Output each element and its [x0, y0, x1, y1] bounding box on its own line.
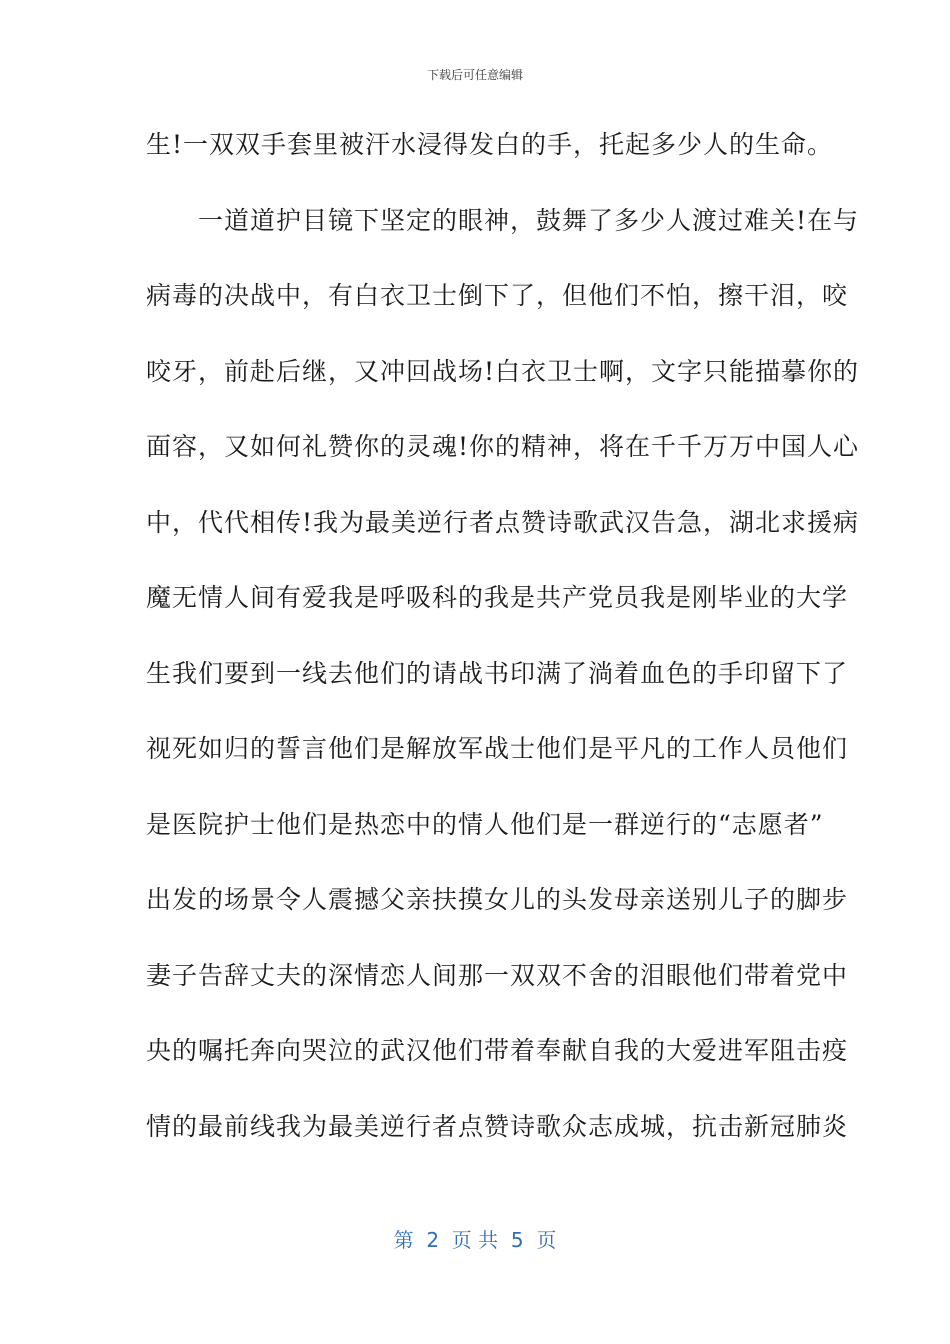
body-line-11: 出发的场景令人震撼父亲扶摸女儿的头发母亲送别儿子的脚步 [146, 885, 849, 914]
body-line-3: 病毒的决战中，有白衣卫士倒下了，但他们不怕，擦干泪，咬 [146, 281, 849, 310]
body-line-8: 生我们要到一线去他们的请战书印满了淌着血色的手印留下了 [146, 658, 849, 688]
body-line-2: 一道道护目镜下坚定的眼神，鼓舞了多少人渡过难关!在与 [146, 205, 860, 235]
body-line-4: 咬牙，前赴后继，又冲回战场!白衣卫士啊，文字只能描摹你的 [146, 356, 860, 386]
body-line-5: 面容，又如何礼赞你的灵魂!你的精神，将在千千万万中国人心 [146, 432, 860, 461]
document-body [146, 118, 860, 1175]
body-line-1: 生!一双双手套里被汗水浸得发白的手，托起多少人的生命。 [146, 130, 834, 159]
body-line-9: 视死如归的誓言他们是解放军战士他们是平凡的工作人员他们 [146, 734, 849, 763]
body-line-7: 魔无情人间有爱我是呼吸科的我是共产党员我是刚毕业的大学 [146, 583, 849, 612]
body-line-14: 情的最前线我为最美逆行者点赞诗歌众志成城，抗击新冠肺炎 [146, 1111, 849, 1141]
body-line-13: 央的嘱托奔向哭泣的武汉他们带着奉献自我的大爱进军阻击疫 [146, 1036, 849, 1065]
page-number-footer: 第 2 页 共 5 页 [393, 1228, 557, 1252]
body-line-6: 中，代代相传!我为最美逆行者点赞诗歌武汉告急，湖北求援病 [146, 507, 860, 537]
body-line-10: 是医院护士他们是热恋中的情人他们是一群逆行的“志愿者” [146, 809, 824, 839]
page-header: 下载后可任意编辑 [426, 68, 523, 82]
body-line-12: 妻子告辞丈夫的深情恋人间那一双双不舍的泪眼他们带着党中 [146, 960, 849, 990]
